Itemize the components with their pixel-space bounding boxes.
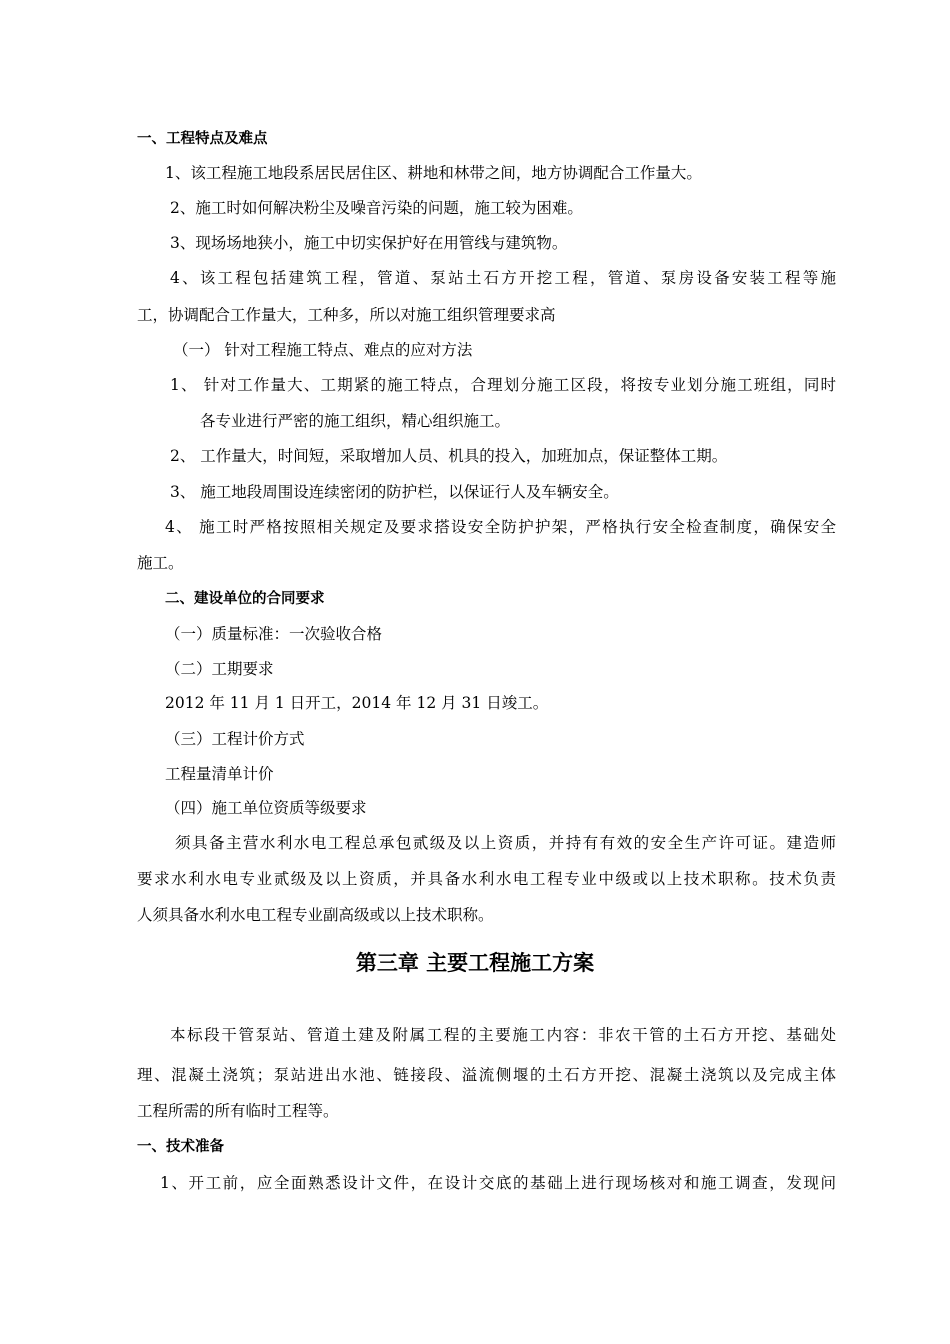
section-heading-2: 二、建设单位的合同要求 <box>165 591 325 607</box>
paragraph-sub1-item4-line2: 施工。 <box>137 554 184 572</box>
paragraph-s1-item1: 1、该工程施工地段系居民居住区、耕地和林带之间，地方协调配合工作量大。 <box>165 164 702 182</box>
paragraph-period-heading: （二）工期要求 <box>165 660 274 678</box>
paragraph-quality-standard: （一）质量标准：一次验收合格 <box>165 625 383 643</box>
paragraph-period-text: 2012 年 11 月 1 日开工，2014 年 12 月 31 日竣工。 <box>165 694 549 712</box>
paragraph-qualification-line2: 要求水利水电专业贰级及以上资质，并具备水利水电工程专业中级或以上技术职称。技术负责 <box>137 870 836 888</box>
paragraph-s1-item2: 2、施工时如何解决粉尘及噪音污染的问题，施工较为困难。 <box>170 199 583 217</box>
paragraph-pricing-heading: （三）工程计价方式 <box>165 730 305 748</box>
paragraph-s1-item4-line1: 4、该工程包括建筑工程，管道、泵站土石方开挖工程，管道、泵房设备安装工程等施 <box>170 269 836 287</box>
paragraph-intro-line3: 工程所需的所有临时工程等。 <box>137 1102 339 1120</box>
subsection-heading-1: （一） 针对工程施工特点、难点的应对方法 <box>173 341 473 359</box>
paragraph-intro-line2: 理、混凝土浇筑；泵站进出水池、链接段、溢流侧堰的土石方开挖、混凝土浇筑以及完成主体 <box>137 1066 836 1084</box>
section-heading-1: 一、工程特点及难点 <box>137 131 268 147</box>
paragraph-pricing-text: 工程量清单计价 <box>165 765 274 783</box>
paragraph-s3-item1-line1: 1、开工前，应全面熟悉设计文件，在设计交底的基础上进行现场核对和施工调查，发现问 <box>160 1174 836 1192</box>
paragraph-sub1-item3: 3、 施工地段周围设连续密闭的防护栏，以保证行人及车辆安全。 <box>170 483 619 501</box>
paragraph-s1-item3: 3、现场场地狭小，施工中切实保护好在用管线与建筑物。 <box>170 234 568 252</box>
section-heading-3: 一、技术准备 <box>137 1139 224 1155</box>
chapter-title: 第三章 主要工程施工方案 <box>355 951 595 975</box>
paragraph-intro-line1: 本标段干管泵站、管道土建及附属工程的主要施工内容：非农干管的土石方开挖、基础处 <box>170 1026 836 1044</box>
paragraph-sub1-item1-line2: 各专业进行严密的施工组织，精心组织施工。 <box>200 412 511 430</box>
paragraph-sub1-item1-line1: 1、 针对工作量大、工期紧的施工特点，合理划分施工区段，将按专业划分施工班组，同时 <box>170 376 836 394</box>
paragraph-sub1-item2: 2、 工作量大，时间短，采取增加人员、机具的投入，加班加点，保证整体工期。 <box>170 447 728 465</box>
paragraph-sub1-item4-line1: 4、 施工时严格按照相关规定及要求搭设安全防护护架，严格执行安全检查制度，确保安全 <box>165 518 836 536</box>
paragraph-qualification-line1: 须具备主营水利水电工程总承包贰级及以上资质，并持有有效的安全生产许可证。建造师 <box>175 834 836 852</box>
paragraph-qualification-heading: （四）施工单位资质等级要求 <box>165 799 367 817</box>
paragraph-s1-item4-line2: 工，协调配合工作量大，工种多，所以对施工组织管理要求高 <box>137 306 556 324</box>
paragraph-qualification-line3: 人须具备水利水电工程专业副高级或以上技术职称。 <box>137 906 494 924</box>
